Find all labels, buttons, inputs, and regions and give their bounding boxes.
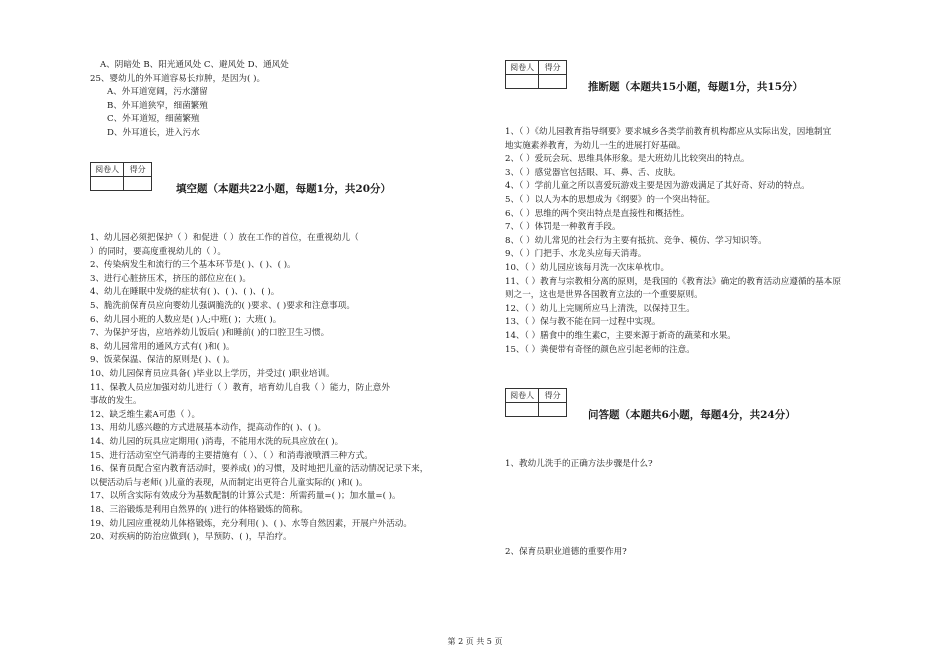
question-line: 16、保育员配合室内教育活动时，要养成( )的习惯，及时地把儿童的活动情况记录下来，: [90, 464, 429, 475]
question-line: 14、（ ）膳食中的维生素C，主要来源于新奇的蔬菜和水果。: [505, 331, 736, 341]
question-line: 15、（ ）粪便带有奇怪的颜色应引起老师的注意。: [505, 344, 695, 355]
score-box-grader-cell: [506, 75, 539, 89]
question-line: 9、（ ）门把手、水龙头应每天消毒。: [505, 249, 647, 260]
score-box-grader-label: 阅卷人: [506, 61, 539, 75]
question-line: 8、（ ）幼儿常见的社会行为主要有抵抗、竞争、模仿、学习知识等。: [505, 235, 767, 246]
question-line: 5、（ ）以人为本的思想成为《纲要》的一个突出特征。: [505, 195, 716, 205]
question-line: 9、饭菜保温、保洁的原则是( )、( )。: [90, 355, 235, 366]
qa-question-1: 1、教幼儿洗手的正确方法步骤是什么?: [505, 459, 653, 469]
score-box-judgment: [505, 60, 567, 89]
score-box-fill-in: [90, 162, 152, 191]
question-line: A、外耳道宽阔，污水潴留: [107, 87, 208, 98]
score-box-score-label: 得分: [539, 389, 567, 403]
question-line: 7、为保护牙齿，应培养幼儿饭后( )和睡前( )的口腔卫生习惯。: [90, 328, 330, 339]
score-box-grader-label: 阅卷人: [506, 389, 539, 403]
score-box-score-cell: [539, 403, 567, 417]
question-line: 2、（ ）爱玩会玩、思维具体形象。是大班幼儿比较突出的特点。: [505, 154, 750, 165]
question-line: 10、（ ）幼儿园应该每月洗一次床单枕巾。: [505, 263, 670, 273]
score-box-grader-cell: [506, 403, 539, 417]
score-box-grader-label: 阅卷人: [91, 163, 124, 177]
question-line: 12、缺乏维生素A可患（ ）。: [90, 409, 201, 420]
question-line: D、外耳道长，进入污水: [107, 128, 200, 138]
question-line: 13、用幼儿感兴趣的方式进展基本动作，提高动作的( )、( )。: [90, 423, 327, 434]
score-box-score-cell: [124, 177, 152, 191]
score-box-grader-cell: [91, 177, 124, 191]
question-line: 5、脆洗前保育员应向婴幼儿强调脆洗的( )要求、( )要求和注意事项。: [90, 301, 355, 311]
question-line: 15、进行活动室空气消毒的主要措施有（ ）、（ ）和消毒液喷洒三种方式。: [90, 450, 373, 461]
score-box-score-label: 得分: [539, 61, 567, 75]
question-line: ）的同时，要高度重视幼儿的（ ）。: [90, 246, 226, 257]
question-line: 3、进行心脏挤压术，挤压的部位应在( )。: [90, 273, 251, 284]
score-box-score-cell: [539, 75, 567, 89]
question-line: 18、三浴锻炼是利用自然界的( )进行的体格锻炼的简称。: [90, 505, 309, 515]
question-line: 则之一，这也是世界各国教育立法的一个重要原则。: [505, 290, 703, 301]
question-line: 1、（ ）《幼儿园教育指导纲要》要求城乡各类学前教育机构都应从实际出发，因地制宜: [505, 127, 832, 137]
question-line: 8、幼儿园常用的通风方式有( )和( )。: [90, 341, 235, 352]
question-line: A、阴暗处 B、阳光通风处 C、避风处 D、通风处: [100, 60, 289, 70]
question-line: 20、对疾病的防治应做到( )，早预防、( )，早治疗。: [90, 532, 292, 543]
question-line: 地实施素养教育，为幼儿一生的进展打好基础。: [505, 140, 686, 151]
score-box-score-label: 得分: [124, 163, 152, 177]
qa-section-title: 问答题（本题共6小题，每题4分，共24分）: [588, 409, 796, 421]
question-line: C、外耳道短，细菌繁殖: [107, 114, 200, 125]
judgment-section-title: 推断题（本题共15小题，每题1分，共15分）: [588, 81, 804, 93]
page-number: 第 2 页 共 5 页: [447, 637, 503, 646]
question-line: 14、幼儿园的玩具应定期用( )消毒，不能用水洗的玩具应放在( )。: [90, 437, 344, 447]
score-box-qa: [505, 388, 567, 417]
question-line: 以便活动后与老师( )儿童的表现，从而制定出更符合儿童实际的( )和( )。: [90, 477, 368, 488]
question-line: 事故的发生。: [90, 396, 142, 407]
question-line: 7、（ ）体罚是一种教育手段。: [505, 222, 621, 233]
question-line: 6、（ ）思维的两个突出特点是直接性和概括性。: [505, 208, 690, 219]
question-line: 19、幼儿园应重视幼儿体格锻炼，充分利用( )、( )、水等自然因素，开展户外活动。: [90, 518, 412, 529]
question-line: 4、（ ）学前儿童之所以喜爱玩游戏主要是因为游戏满足了其好奇、好动的特点。: [505, 181, 810, 192]
question-line: 1、幼儿园必须把保护（ ）和促进（ ）放在工作的首位，在重视幼儿（: [90, 233, 359, 243]
question-line: 4、幼儿在睡眠中发烧的症状有( )、( )、( )、( )。: [90, 287, 280, 298]
question-line: 12、（ ）幼儿上完厕所应马上清洗，以保持卫生。: [505, 303, 695, 314]
question-line: 3、（ ）感觉器官包括眼、耳、鼻、舌、皮肤。: [505, 167, 681, 178]
question-line: 25、婴幼儿的外耳道容易长疖肿，是因为( )。: [90, 73, 266, 84]
question-line: 17、以所含实际有效成分为基数配制的计算公式是：所需药量=( )；加水量=( )。: [90, 491, 401, 502]
question-line: B、外耳道狭窄，细菌繁殖: [107, 100, 208, 111]
question-line: 13、（ ）保与教不能在同一过程中实现。: [505, 317, 661, 328]
qa-question-2: 2、保育员职业道德的重要作用?: [505, 547, 627, 557]
question-line: 6、幼儿园小班的人数应是( )人;中班( )；大班( )。: [90, 314, 282, 325]
question-line: 11、保教人员应加强对幼儿进行（ ）教育，培育幼儿自我（ ）能力，防止意外: [90, 382, 390, 393]
question-line: 11、（ ）教育与宗教相分离的原则，是我国的《教育法》确定的教育活动应遵循的基本原: [505, 276, 841, 287]
fill-in-section-title: 填空题（本题共22小题，每题1分，共20分）: [176, 183, 392, 195]
question-line: 10、幼儿园保育员应具备( )毕业以上学历，并受过( )职业培训。: [90, 369, 335, 379]
question-line: 2、传染病发生和流行的三个基本环节是( )、( )、( )。: [90, 260, 296, 271]
